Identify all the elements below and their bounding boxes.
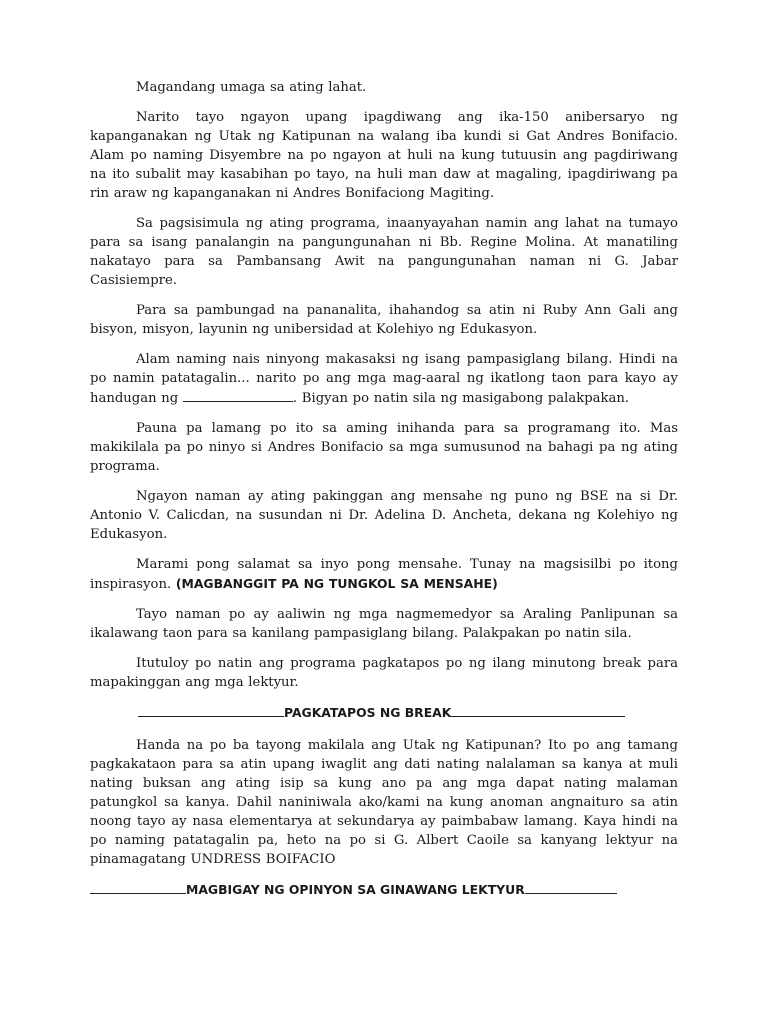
divider-line-left xyxy=(90,880,186,894)
paragraph-anniversary: Narito tayo ngayon upang ipagdiwang ang ika-150 anibersaryo ng kapanganakan ng Utak ng Katipunan na walang iba kundi si Gat Andres Bonifacio. Alam po naming Disyembre na po ngayon at huli na kung tutuusin ang pagdiriwang na ito subalit may kasabihan po tayo, na huli man daw at magaling, ipagdiriwang pa rin araw ng kapanganakan ni Andres Bonifaciong Magiting. xyxy=(90,110,678,201)
intermission-text-1: Alam naming nais ninyong makasaksi ng isang pampasiglang bilang. Hindi na po namin patatagalin... narito po ang mga mag-aaral ng ikatlong taon para kayo ay handugan ng xyxy=(90,352,678,406)
fill-in-blank xyxy=(183,388,293,402)
intermission-text-2: . Bigyan po natin sila ng masigabong palakpakan. xyxy=(292,391,630,406)
paragraph-prayer-anthem: Sa pagsisimula ng ating programa, inaanyayahan namin ang lahat na tumayo para sa isang panalangin na pangungunahan ni Bb. Regine Molina. At manatiling nakatayo para sa Pambansang Awit na pangungunahan naman ni G. Jabar Casisiempre. xyxy=(90,216,678,288)
divider-heading-break: PAGKATAPOS NG BREAK xyxy=(284,705,452,720)
divider-line-left xyxy=(138,703,284,717)
paragraph-message-speakers: Ngayon naman ay ating pakinggan ang mensahe ng puno ng BSE na si Dr. Antonio V. Calicdan, na susundan ni Dr. Adelina D. Ancheta, dekana ng Kolehiyo ng Edukasyon. xyxy=(90,489,678,542)
paragraph-thanks xyxy=(90,555,678,594)
paragraph-opening-remarks: Para sa pambungad na pananalita, ihahandog sa atin ni Ruby Ann Gali ang bisyon, misyon, layunin ng unibersidad at Kolehiyo ng Edukasyon. xyxy=(90,303,678,337)
paragraph-break: Itutuloy po natin ang programa pagkatapos po ng ilang minutong break para mapakinggan ang mga lektyur. xyxy=(90,656,678,690)
paragraph-intermission-number xyxy=(90,350,678,408)
paragraph-performance: Tayo naman po ay aaliwin ng mga nagmemedyor sa Araling Panlipunan sa ikalawang taon para sa kanilang pampasiglang bilang. Palakpakan po natin sila. xyxy=(90,607,678,641)
greeting: Magandang umaga sa ating lahat. xyxy=(136,80,367,95)
divider-heading-opinion: MAGBIGAY NG OPINYON SA GINAWANG LEKTYUR xyxy=(186,882,525,897)
paragraph-preview: Pauna pa lamang po ito sa aming inihanda para sa programang ito. Mas makikilala pa po ninyo si Andres Bonifacio sa mga sumusunod na bahagi pa ng ating programa. xyxy=(90,421,678,474)
paragraph-lecture-intro: Handa na po ba tayong makilala ang Utak ng Katipunan? Ito po ang tamang pagkakataon para sa atin upang iwaglit ang dati nating nalalaman sa kanya at muli nating buksan ang ating isip sa kung ano pa ang mga dapat nating malaman patungkol sa kanya. Dahil naniniwala ako/kami na kung anoman angnaituro sa atin noong tayo ay nasa elementarya at sekundarya ay paimbabaw lamang. Kaya hindi na po naming patatagalin pa, heto na po si G. Albert Caoile sa kanyang lektyur na pinamagatang UNDRESS BOIFACIO xyxy=(90,738,678,867)
thanks-text: Marami pong salamat sa inyo pong mensahe. Tunay na magsisilbi po itong inspirasyon. xyxy=(90,557,678,592)
divider-line-right xyxy=(451,703,625,717)
thanks-instruction: (MAGBANGGIT PA NG TUNGKOL SA MENSAHE) xyxy=(175,576,498,591)
divider-line-right xyxy=(525,880,617,894)
section-divider-break xyxy=(90,703,678,722)
section-divider-opinion xyxy=(90,880,678,899)
